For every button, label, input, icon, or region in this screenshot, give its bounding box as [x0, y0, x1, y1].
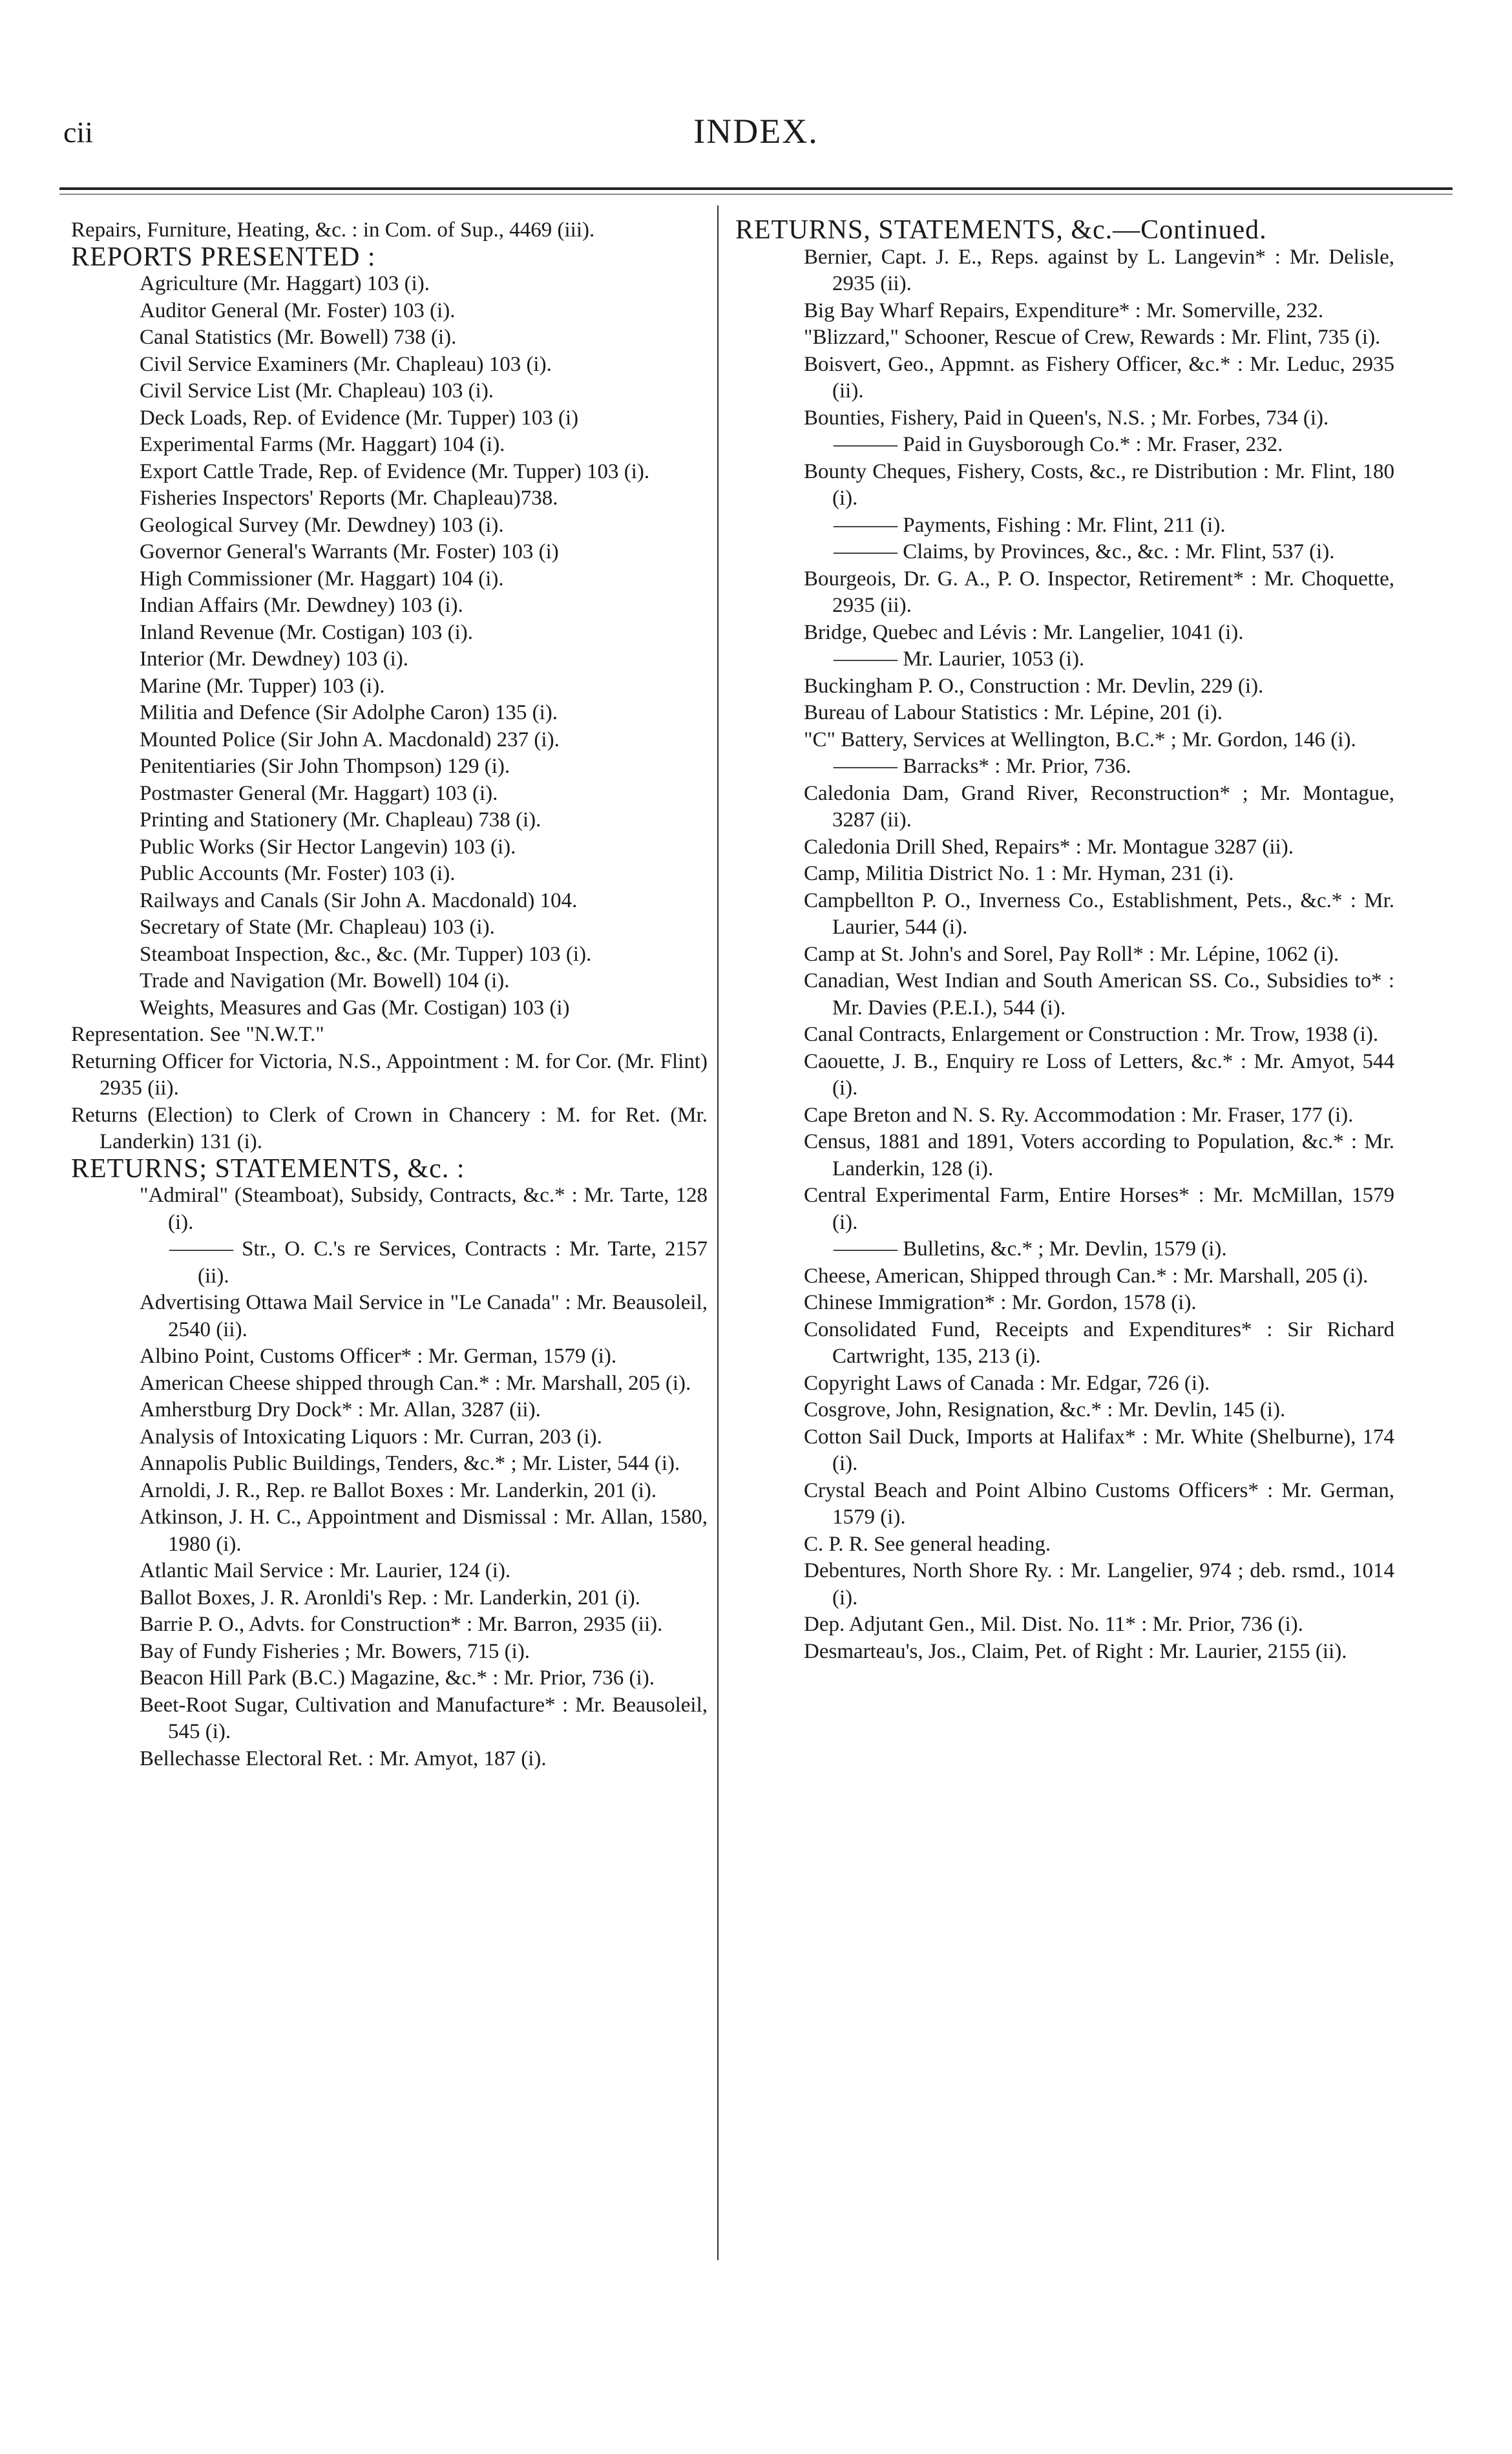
index-entry: Ballot Boxes, J. R. Aronldi's Rep. : Mr. Landerkin, 201 (i).: [140, 1586, 640, 1610]
index-entry: C. P. R. See general heading.: [804, 1532, 1051, 1556]
index-entry: Auditor General (Mr. Foster) 103 (i).: [140, 299, 456, 322]
index-entry: Canadian, West Indian and South American SS. Co., Subsidies to* : Mr. Davies (P.E.I.), 544 (i).: [804, 969, 1394, 1020]
index-entry: Big Bay Wharf Repairs, Expenditure* : Mr. Somerville, 232.: [804, 299, 1324, 322]
index-entry: Bridge, Quebec and Lévis : Mr. Langelier, 1041 (i).: [804, 620, 1244, 644]
index-entry: Canal Statistics (Mr. Bowell) 738 (i).: [140, 326, 457, 349]
index-entry: Arnoldi, J. R., Rep. re Ballot Boxes : Mr. Landerkin, 201 (i).: [140, 1478, 657, 1502]
index-entry: ——— Barracks* : Mr. Prior, 736.: [834, 755, 1131, 778]
index-entry: Campbellton P. O., Inverness Co., Establishment, Pets., &c.* : Mr. Laurier, 544 (i).: [804, 888, 1394, 939]
index-entry: Atlantic Mail Service : Mr. Laurier, 124 (i).: [140, 1559, 511, 1582]
index-entry: Interior (Mr. Dewdney) 103 (i).: [140, 647, 409, 671]
index-entry: Camp, Militia District No. 1 : Mr. Hyman, 231 (i).: [804, 862, 1234, 885]
index-entry: Atkinson, J. H. C., Appointment and Dismissal : Mr. Allan, 1580, 1980 (i).: [140, 1505, 708, 1556]
index-entry: Copyright Laws of Canada : Mr. Edgar, 726 (i).: [804, 1371, 1210, 1395]
index-entry: Bernier, Capt. J. E., Reps. against by L. Langevin* : Mr. Delisle, 2935 (ii).: [804, 245, 1394, 295]
index-entry: Bourgeois, Dr. G. A., P. O. Inspector, Retirement* : Mr. Choquette, 2935 (ii).: [804, 567, 1394, 617]
index-entry: Civil Service List (Mr. Chapleau) 103 (i).: [140, 379, 494, 403]
index-entry: Amherstburg Dry Dock* : Mr. Allan, 3287 (ii).: [140, 1398, 541, 1421]
index-entry: "C" Battery, Services at Wellington, B.C.* ; Mr. Gordon, 146 (i).: [804, 728, 1356, 751]
index-entry: Crystal Beach and Point Albino Customs Officers* : Mr. German, 1579 (i).: [804, 1478, 1394, 1529]
index-entry: Militia and Defence (Sir Adolphe Caron) 135 (i).: [140, 701, 558, 724]
index-entry: Weights, Measures and Gas (Mr. Costigan) 103 (i): [140, 996, 570, 1020]
index-entry: Representation. See "N.W.T.": [71, 1023, 324, 1046]
index-entry: Beacon Hill Park (B.C.) Magazine, &c.* : Mr. Prior, 736 (i).: [140, 1666, 655, 1690]
index-entry: "Blizzard," Schooner, Rescue of Crew, Rewards : Mr. Flint, 735 (i).: [804, 326, 1381, 349]
index-entry: ——— Claims, by Provinces, &c., &c. : Mr. Flint, 537 (i).: [834, 540, 1335, 563]
index-entry: Dep. Adjutant Gen., Mil. Dist. No. 11* : Mr. Prior, 736 (i).: [804, 1613, 1303, 1636]
index-entry: Returns (Election) to Clerk of Crown in Chancery : M. for Ret. (Mr. Landerkin) 131 (i).: [71, 1103, 708, 1153]
index-entry: Albino Point, Customs Officer* : Mr. German, 1579 (i).: [140, 1345, 617, 1368]
index-entry: Printing and Stationery (Mr. Chapleau) 738 (i).: [140, 808, 541, 832]
column-divider: [717, 205, 719, 2260]
index-entry: Secretary of State (Mr. Chapleau) 103 (i).: [140, 916, 495, 939]
index-entry: Analysis of Intoxicating Liquors : Mr. Curran, 203 (i).: [140, 1425, 602, 1449]
index-entry: Caledonia Drill Shed, Repairs* : Mr. Montague 3287 (ii).: [804, 835, 1294, 859]
index-entry: Bounty Cheques, Fishery, Costs, &c., re Distribution : Mr. Flint, 180 (i).: [804, 459, 1394, 510]
index-entry: Public Works (Sir Hector Langevin) 103 (i).: [140, 835, 516, 859]
index-entry: Fisheries Inspectors' Reports (Mr. Chapleau)738.: [140, 487, 558, 510]
header-rule: [59, 187, 1453, 190]
index-entry: Boisvert, Geo., Appmnt. as Fishery Officer, &c.* : Mr. Leduc, 2935 (ii).: [804, 352, 1394, 403]
index-entry: Cotton Sail Duck, Imports at Halifax* : Mr. White (Shelburne), 174 (i).: [804, 1425, 1394, 1475]
index-entry: Export Cattle Trade, Rep. of Evidence (Mr. Tupper) 103 (i).: [140, 459, 650, 483]
index-entry: Steamboat Inspection, &c., &c. (Mr. Tupper) 103 (i).: [140, 942, 592, 966]
left-column: [71, 217, 708, 1772]
index-heading: RETURNS; STATEMENTS, &c. :: [71, 1153, 465, 1184]
index-entry: Experimental Farms (Mr. Haggart) 104 (i).: [140, 433, 505, 456]
index-entry: Caledonia Dam, Grand River, Reconstruction* ; Mr. Montague, 3287 (ii).: [804, 781, 1394, 832]
index-entry: Census, 1881 and 1891, Voters according to Population, &c.* : Mr. Landerkin, 128 (i).: [804, 1130, 1394, 1180]
index-entry: Buckingham P. O., Construction : Mr. Devlin, 229 (i).: [804, 674, 1264, 698]
index-entry: ——— Mr. Laurier, 1053 (i).: [834, 647, 1085, 671]
index-entry: Bellechasse Electoral Ret. : Mr. Amyot, 187 (i).: [140, 1746, 547, 1770]
index-entry: Returning Officer for Victoria, N.S., Appointment : M. for Cor. (Mr. Flint) 2935 (ii).: [71, 1049, 708, 1100]
index-entry: Cape Breton and N. S. Ry. Accommodation : Mr. Fraser, 177 (i).: [804, 1103, 1354, 1127]
page-title: INDEX.: [693, 112, 819, 151]
index-entry: Debentures, North Shore Ry. : Mr. Langelier, 974 ; deb. rsmd., 1014 (i).: [804, 1559, 1394, 1610]
index-entry: Cheese, American, Shipped through Can.* : Mr. Marshall, 205 (i).: [804, 1264, 1369, 1288]
index-entry: Railways and Canals (Sir John A. Macdonald) 104.: [140, 888, 578, 912]
index-entry: Caouette, J. B., Enquiry re Loss of Letters, &c.* : Mr. Amyot, 544 (i).: [804, 1049, 1394, 1100]
index-entry: Marine (Mr. Tupper) 103 (i).: [140, 674, 385, 698]
index-entry: Indian Affairs (Mr. Dewdney) 103 (i).: [140, 594, 463, 617]
index-entry: Civil Service Examiners (Mr. Chapleau) 103 (i).: [140, 352, 552, 376]
index-entry: "Admiral" (Steamboat), Subsidy, Contracts, &c.* : Mr. Tarte, 128 (i).: [140, 1184, 708, 1234]
index-entry: Canal Contracts, Enlargement or Construction : Mr. Trow, 1938 (i).: [804, 1023, 1379, 1046]
index-entry: Agriculture (Mr. Haggart) 103 (i).: [140, 272, 430, 295]
index-entry: ——— Str., O. C.'s re Services, Contracts : Mr. Tarte, 2157 (ii).: [169, 1237, 708, 1288]
index-entry: Repairs, Furniture, Heating, &c. : in Com. of Sup., 4469 (iii).: [71, 218, 595, 242]
right-column: [735, 217, 1394, 1665]
index-entry: Deck Loads, Rep. of Evidence (Mr. Tupper) 103 (i): [140, 406, 579, 430]
index-entry: Bureau of Labour Statistics : Mr. Lépine, 201 (i).: [804, 701, 1223, 724]
index-entry: Inland Revenue (Mr. Costigan) 103 (i).: [140, 620, 473, 644]
index-entry: ——— Payments, Fishing : Mr. Flint, 211 (i).: [834, 513, 1226, 537]
index-entry: Camp at St. John's and Sorel, Pay Roll* : Mr. Lépine, 1062 (i).: [804, 942, 1339, 966]
index-entry: High Commissioner (Mr. Haggart) 104 (i).: [140, 567, 504, 591]
index-heading: REPORTS PRESENTED :: [71, 242, 376, 272]
index-entry: Beet-Root Sugar, Cultivation and Manufacture* : Mr. Beausoleil, 545 (i).: [140, 1693, 708, 1743]
index-entry: Barrie P. O., Advts. for Construction* : Mr. Barron, 2935 (ii).: [140, 1613, 663, 1636]
index-entry: Governor General's Warrants (Mr. Foster) 103 (i): [140, 540, 559, 563]
index-entry: Penitentiaries (Sir John Thompson) 129 (i).: [140, 755, 510, 778]
index-entry: Chinese Immigration* : Mr. Gordon, 1578 (i).: [804, 1291, 1197, 1314]
index-entry: Geological Survey (Mr. Dewdney) 103 (i).: [140, 513, 504, 537]
index-entry: Trade and Navigation (Mr. Bowell) 104 (i).: [140, 969, 510, 992]
index-entry: Annapolis Public Buildings, Tenders, &c.* ; Mr. Lister, 544 (i).: [140, 1452, 680, 1475]
index-entry: Central Experimental Farm, Entire Horses* : Mr. McMillan, 1579 (i).: [804, 1184, 1394, 1234]
index-entry: ——— Paid in Guysborough Co.* : Mr. Fraser, 232.: [834, 433, 1283, 456]
index-entry: Consolidated Fund, Receipts and Expenditures* : Sir Richard Cartwright, 135, 213 (i).: [804, 1317, 1394, 1368]
index-entry: Mounted Police (Sir John A. Macdonald) 237 (i).: [140, 728, 560, 751]
index-heading: RETURNS, STATEMENTS, &c.—Continued.: [735, 215, 1267, 245]
index-entry: Public Accounts (Mr. Foster) 103 (i).: [140, 862, 456, 885]
index-entry: Cosgrove, John, Resignation, &c.* : Mr. Devlin, 145 (i).: [804, 1398, 1286, 1421]
page-number: cii: [63, 116, 93, 149]
index-entry: Advertising Ottawa Mail Service in "Le Canada" : Mr. Beausoleil, 2540 (ii).: [140, 1291, 708, 1341]
index-entry: American Cheese shipped through Can.* : Mr. Marshall, 205 (i).: [140, 1371, 691, 1395]
index-entry: Bay of Fundy Fisheries ; Mr. Bowers, 715 (i).: [140, 1639, 530, 1663]
index-entry: Bounties, Fishery, Paid in Queen's, N.S. ; Mr. Forbes, 734 (i).: [804, 406, 1329, 430]
index-entry: ——— Bulletins, &c.* ; Mr. Devlin, 1579 (i).: [834, 1237, 1227, 1261]
index-entry: Postmaster General (Mr. Haggart) 103 (i).: [140, 781, 498, 805]
index-entry: Desmarteau's, Jos., Claim, Pet. of Right : Mr. Laurier, 2155 (ii).: [804, 1639, 1347, 1663]
